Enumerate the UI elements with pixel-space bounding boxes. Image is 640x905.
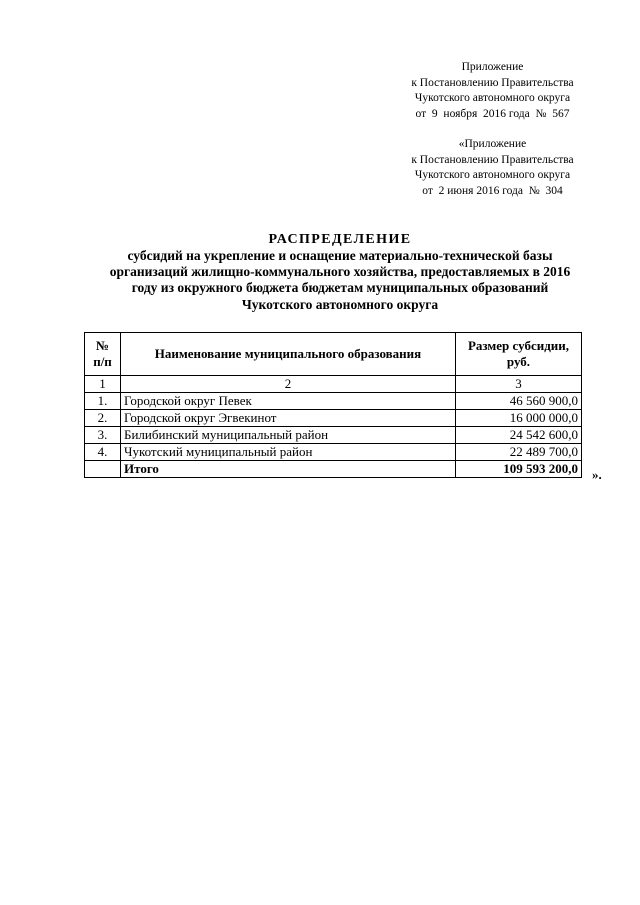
subsidy-distribution-table: [84, 332, 582, 478]
row-number: 2.: [85, 410, 121, 427]
header-name: Наименование муниципального образования: [121, 333, 456, 376]
total-amount: 109 593 200,0: [456, 461, 582, 478]
header-amount-label: Размер субсидии,: [467, 338, 570, 353]
column-number-row: [85, 376, 582, 393]
row-number: 3.: [85, 427, 121, 444]
appendix-title: «Приложение: [458, 138, 527, 150]
appendix-date-number: от 9 ноября 2016 года № 567: [415, 107, 570, 120]
table-row: [85, 393, 582, 410]
appendix-header-current: [380, 60, 605, 122]
row-number: 4.: [85, 444, 121, 461]
appendix-resolution-line: к Постановлению Правительства: [411, 76, 574, 89]
header-amount: [456, 333, 582, 376]
row-municipality: Чукотский муниципальный район: [121, 444, 456, 461]
header-number: [85, 333, 121, 376]
total-row: [85, 461, 582, 478]
row-amount: 22 489 700,0: [456, 444, 582, 461]
column-number: 3: [456, 376, 582, 393]
row-amount: 16 000 000,0: [456, 410, 582, 427]
table-row: [85, 427, 582, 444]
document-subtitle: [70, 248, 610, 313]
row-municipality: Билибинский муниципальный район: [121, 427, 456, 444]
row-number: 1.: [85, 393, 121, 410]
subtitle-line: субсидий на укрепление и оснащение материально-технической базы: [127, 248, 553, 263]
appendix-region-line: Чукотского автономного округа: [414, 92, 571, 104]
appendix-date-number: от 2 июня 2016 года № 304: [422, 184, 563, 197]
row-municipality: Городской округ Певек: [121, 393, 456, 410]
closing-quote: ».: [592, 467, 602, 482]
appendix-region-line: Чукотского автономного округа: [414, 169, 571, 181]
header-amount-unit: руб.: [506, 354, 531, 369]
total-label: Итого: [121, 461, 456, 478]
appendix-resolution-line: к Постановлению Правительства: [411, 153, 574, 166]
appendix-header-previous: [380, 137, 605, 199]
document-heading: [60, 231, 620, 313]
row-municipality: Городской округ Эгвекинот: [121, 410, 456, 427]
appendix-title: Приложение: [461, 61, 524, 73]
table-row: [85, 444, 582, 461]
document-title: РАСПРЕДЕЛЕНИЕ: [268, 232, 412, 247]
header-number-abbr: п/п: [93, 354, 112, 369]
row-amount: 46 560 900,0: [456, 393, 582, 410]
subtitle-line: Чукотского автономного округа: [241, 296, 439, 312]
header-number-sign: №: [95, 338, 110, 353]
column-number: 2: [121, 376, 456, 393]
total-number: [85, 461, 121, 478]
subtitle-line: году из окружного бюджета бюджетам муниципальных образований: [131, 280, 549, 296]
column-number: 1: [85, 376, 121, 393]
row-amount: 24 542 600,0: [456, 427, 582, 444]
subtitle-line: организаций жилищно-коммунального хозяйства, предоставляемых в 2016: [109, 264, 571, 280]
table-row: [85, 410, 582, 427]
table-header-row: [85, 333, 582, 376]
